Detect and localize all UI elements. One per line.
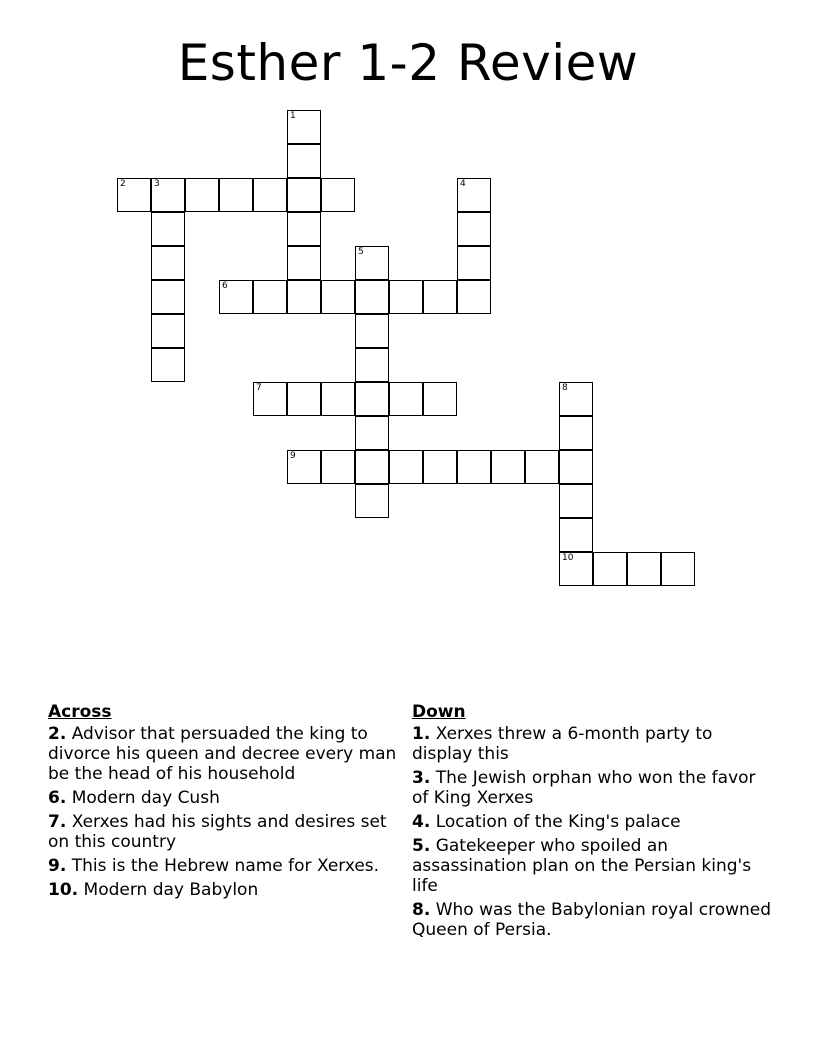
crossword-grid [117,110,700,590]
grid-cell[interactable] [423,450,457,484]
grid-cell[interactable] [457,178,491,212]
grid-cell[interactable] [219,280,253,314]
cell-number: 7 [256,383,262,393]
cell-number: 9 [290,451,296,461]
cell-number: 6 [222,281,228,291]
grid-cell[interactable] [491,450,525,484]
grid-cell[interactable] [321,280,355,314]
grid-cell[interactable] [355,348,389,382]
grid-cell[interactable] [457,212,491,246]
across-clues [48,702,408,904]
grid-cell[interactable] [151,178,185,212]
grid-cell[interactable] [355,416,389,450]
cell-number: 2 [120,179,126,189]
grid-cell[interactable] [559,382,593,416]
down-clue-3: 3. The Jewish orphan who won the favor of King Xerxes [412,768,756,808]
cell-number: 8 [562,383,568,393]
grid-cell[interactable] [389,382,423,416]
grid-cell[interactable] [355,450,389,484]
grid-cell[interactable] [287,178,321,212]
across-clue-2: 2. Advisor that persuaded the king to divorce his queen and decree every man be the head of his household [48,724,397,784]
grid-cell[interactable] [151,212,185,246]
across-clue-6: 6. Modern day Cush [48,788,220,808]
grid-cell[interactable] [355,382,389,416]
grid-cell[interactable] [321,178,355,212]
grid-cell[interactable] [525,450,559,484]
grid-cell[interactable] [253,280,287,314]
grid-cell[interactable] [321,382,355,416]
grid-cell[interactable] [559,518,593,552]
cell-number: 1 [290,111,296,121]
across-clue-7: 7. Xerxes had his sights and desires set on this country [48,812,387,852]
grid-cell[interactable] [151,314,185,348]
grid-cell[interactable] [355,246,389,280]
grid-cell[interactable] [185,178,219,212]
grid-cell[interactable] [253,382,287,416]
grid-cell[interactable] [559,552,593,586]
puzzle-title: Esther 1-2 Review [177,34,639,92]
down-clue-1: 1. Xerxes threw a 6-month party to display this [412,724,713,764]
grid-cell[interactable] [457,450,491,484]
grid-cell[interactable] [423,280,457,314]
down-clues [412,702,772,944]
down-heading: Down [412,702,466,722]
grid-cell[interactable] [219,178,253,212]
grid-cell[interactable] [661,552,695,586]
grid-cell[interactable] [355,280,389,314]
grid-cell[interactable] [151,246,185,280]
grid-cell[interactable] [355,484,389,518]
grid-cell[interactable] [559,450,593,484]
grid-cell[interactable] [559,484,593,518]
grid-cell[interactable] [287,280,321,314]
cell-number: 3 [154,179,160,189]
grid-cell[interactable] [287,110,321,144]
across-clue-9: 9. This is the Hebrew name for Xerxes. [48,856,380,876]
cell-number: 10 [562,553,574,563]
grid-cell[interactable] [593,552,627,586]
grid-cell[interactable] [117,178,151,212]
grid-cell[interactable] [457,246,491,280]
grid-cell[interactable] [151,280,185,314]
grid-cell[interactable] [457,280,491,314]
grid-cell[interactable] [559,416,593,450]
grid-cell[interactable] [321,450,355,484]
grid-cell[interactable] [253,178,287,212]
down-clue-5: 5. Gatekeeper who spoiled an assassination plan on the Persian king's life [412,836,752,896]
grid-cell[interactable] [627,552,661,586]
cell-number: 5 [358,247,364,257]
grid-cell[interactable] [423,382,457,416]
across-heading: Across [48,702,112,722]
grid-cell[interactable] [389,280,423,314]
across-clue-10: 10. Modern day Babylon [48,880,259,900]
grid-cell[interactable] [287,246,321,280]
grid-cell[interactable] [355,314,389,348]
grid-cell[interactable] [151,348,185,382]
cell-number: 4 [460,179,466,189]
grid-cell[interactable] [287,212,321,246]
down-clue-4: 4. Location of the King's palace [412,812,681,832]
down-clue-8: 8. Who was the Babylonian royal crowned Queen of Persia. [412,900,772,940]
grid-cell[interactable] [287,450,321,484]
grid-cell[interactable] [389,450,423,484]
grid-cell[interactable] [287,382,321,416]
grid-cell[interactable] [287,144,321,178]
